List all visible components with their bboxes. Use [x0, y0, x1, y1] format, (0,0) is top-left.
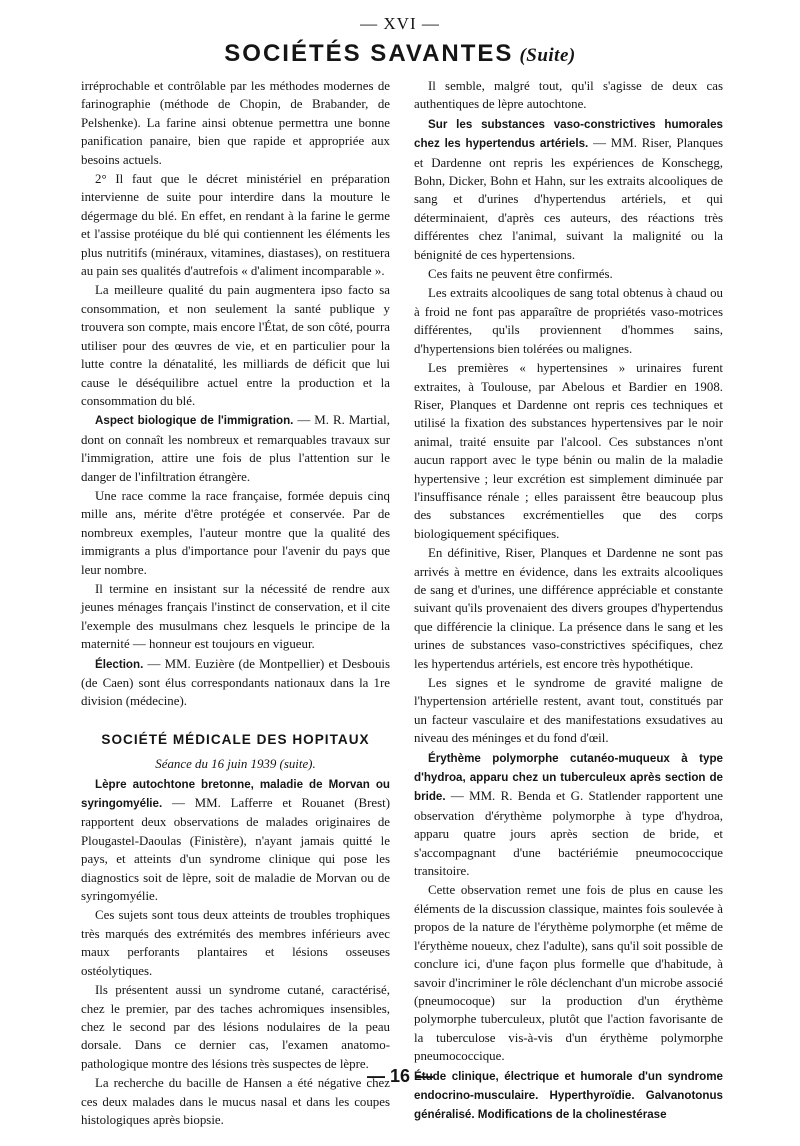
- header-suite: (Suite): [519, 45, 576, 66]
- right-column: [414, 77, 723, 1125]
- section-heading: Érythème polymorphe cutanéo-muqueux à type d'hydroa, apparu chez un tuberculeux après section de bride.: [414, 751, 723, 804]
- paragraph: Une race comme la race française, formée depuis cinq mille ans, mérite d'être protégée et conservée. Par de nombreux exemples, l'auteur montre que la qualité des immigrants a plus d'importance pour l'avenir du pays que leur nombre.: [81, 488, 390, 577]
- paragraph-body: — MM. R. Benda et G. Statlender rapportent une observation d'érythème polymorphe à type d'hydroa, apparu quatre jours après section de bride, et s'accompagnant d'une bactériémie pneumococcique transitoire.: [414, 789, 723, 879]
- paragraph: [81, 655, 390, 711]
- paragraph: Ces faits ne peuvent être confirmés.: [428, 267, 613, 282]
- paragraph: Il semble, malgré tout, qu'il s'agisse de deux cas authentiques de lèpre autochtone.: [414, 79, 723, 112]
- paragraph: Les signes et le syndrome de gravité maligne de l'hypertension artérielle restent, avant tout, constitués par un facteur vasculaire et des manifestations exsudatives au niveau des méninges et du fond d'œil.: [414, 676, 723, 746]
- section-heading: Étude clinique, électrique et humorale d'un syndrome endocrino-musculaire. Hyperthyroïdie. Galvanotonus généralisé. Modifications de la cholinestérase: [414, 1069, 723, 1122]
- section-heading: Aspect biologique de l'immigration.: [95, 414, 294, 428]
- paragraph-body: — MM. Riser, Planques et Dardenne ont repris les expériences de Konschegg, Bohn, Dicker, Bohn et Hahn, sur les extraits alcooliques de sang et d'urines d'hypertendus artériels, et qui déterminaient, d'après ces auteurs, des réactions très différentes chez l'animal, suivant la malignité ou la bénignité de ces hypertensions.: [414, 136, 724, 262]
- paragraph: La recherche du bacille de Hansen a été négative chez ces deux malades dans le mucus nasal et dans les coupes histologiques après biopsie.: [81, 1076, 390, 1127]
- paragraph: Ils présentent aussi un syndrome cutané, caractérisé, chez le premier, par des taches achromiques insensibles, chez le second par des lésions nodulaires de la peau dorsale. Dans ce dernier cas, l'examen anatomo-pathologique montre des lésions très suspectes de lèpre.: [81, 983, 390, 1071]
- paragraph-body: — MM. Lafferre et Rouanet (Brest) rapportent deux observations de malades originaires de Plougastel-Daoulas (Finistère), n'ayant jamais quitté le pays, et atteints d'un syndrome clinique qui pose les diagnostics soit de lèpre, soit de maladie de Morvan ou de syringomyélie.: [81, 796, 390, 904]
- paragraph: Cette observation remet une fois de plus en cause les éléments de la discussion classique, maintes fois soulevée à propos de la nature de l'érythème polymorphe (et même de l'érythème noueux, chez l'adulte), sans qu'il soit possible de conclure ici, d'une façon plus formelle que d'habitude, à savoir d'incriminer le rôle déclenchant d'un microbe associé (pneumocoque) sur la production d'un érythème polymorphe tuberculeux, plutôt que l'action favorisante de la tuberculose vis-à-vis d'un érythème polymorphe pneumococcique.: [414, 883, 723, 1064]
- paragraph: Il termine en insistant sur la nécessité de rendre aux jeunes ménages français l'instinct de conservation, et il cite l'exemple des musulmans chez lesquels le principe de la maternité — honneur est toujours en vigueur.: [81, 581, 390, 652]
- seance-date: Séance du 16 juin 1939 (suite).: [155, 757, 316, 772]
- paragraph: [414, 115, 723, 264]
- page-number-roman: — XVI —: [360, 14, 440, 33]
- paragraph: La meilleure qualité du pain augmentera ipso facto sa consommation, et non seulement la santé publique y trouvera son compte, mais encore l'État, de son côté, pourra utiliser pour des œuvres de vie, et en particulier pour la lutte contre la dénatalité, les milliards de déficit que lui cause le déséquilibre actuel entre la production et la consommation du blé.: [81, 283, 390, 408]
- paragraph: [81, 775, 390, 906]
- section-heading: Sur les substances vaso-constrictives humorales chez les hypertendus artériels.: [414, 117, 723, 151]
- section-heading: Lèpre autochtone bretonne, maladie de Morvan ou syringomyélie.: [81, 777, 390, 811]
- paragraph: Les premières « hypertensines » urinaires furent extraites, à Toulouse, par Abelous et Bardier en 1908. Riser, Planques et Dardenne ont repris ces techniques et utilisé la fixation des substances hypertensives par le noir animal, traité ensuite par l'alcool. Ces substances n'ont aucun rapport avec le type bénin ou malin de la maladie hypertensive ; leur excrétion est simplement diminuée par l'insuffisance rénale ; elles paraissent être beaucoup plus des substances excrémentielles que des corps biologiquement spécifiques.: [414, 361, 723, 541]
- page-header: [0, 40, 800, 68]
- paragraph: [414, 749, 723, 881]
- section-heading: Élection.: [95, 657, 144, 671]
- left-column: [81, 77, 390, 1129]
- paragraph: Ces sujets sont tous deux atteints de troubles trophiques très marqués des extrémités des membres inférieurs avec maux perforants plantaires et lésions osseuses ostéolytiques.: [81, 908, 390, 978]
- paragraph: Les extraits alcooliques de sang total obtenus à chaud ou à froid ne font pas apparaître de propriétés vaso-motrices différentes, qu'ils proviennent d'hommes sains, d'hypertensions bien tolérées ou malignes.: [414, 286, 723, 356]
- society-title: SOCIÉTÉ MÉDICALE DES HOPITAUX: [101, 731, 370, 747]
- paragraph: En définitive, Riser, Planques et Dardenne ne sont pas arrivés à mettre en évidence, dans les extraits alcooliques de sang et d'urines, une différence appréciable et constante suivant qu'ils provenaient des divers groupes d'hypertendus que différencie la clinique. La présence dans le sang et les urines de substances vaso-constrictives spécifiques, chez les hypertendus artériels, est encore très hypothétique.: [414, 546, 723, 671]
- paragraph-body: — M. R. Martial, dont on connaît les nombreux et remarquables travaux sur l'immigration, attire une fois de plus l'attention sur le danger de l'infiltration étrangère.: [81, 413, 390, 484]
- paragraph: [81, 411, 390, 486]
- page-number: — 16 —: [366, 1066, 434, 1086]
- paragraph: 2° Il faut que le décret ministériel en préparation intervienne de suite pour interdire dans la mouture le dégermage du blé. En effet, en rendant à la farine le germe et l'assise protéique du blé qui contiennent les éléments les plus nutritifs (minéraux, vitamines, diastases), on restituera au pain ses qualités d'autrefois « d'aliment incomparable ».: [81, 172, 390, 279]
- paragraph: irréprochable et contrôlable par les méthodes modernes de farinographie (méthode de Chopin, de Brabander, de Pelshenke). La farine ainsi obtenue permettra une bonne panification panaire, bien que rapide et appropriée aux besoins actuels.: [81, 79, 390, 167]
- paragraph-body: — MM. Euzière (de Montpellier) et Desbouis (de Caen) sont élus correspondants nationaux dans la 1re division (médecine).: [81, 656, 390, 709]
- header-title: SOCIÉTÉS SAVANTES: [224, 40, 514, 67]
